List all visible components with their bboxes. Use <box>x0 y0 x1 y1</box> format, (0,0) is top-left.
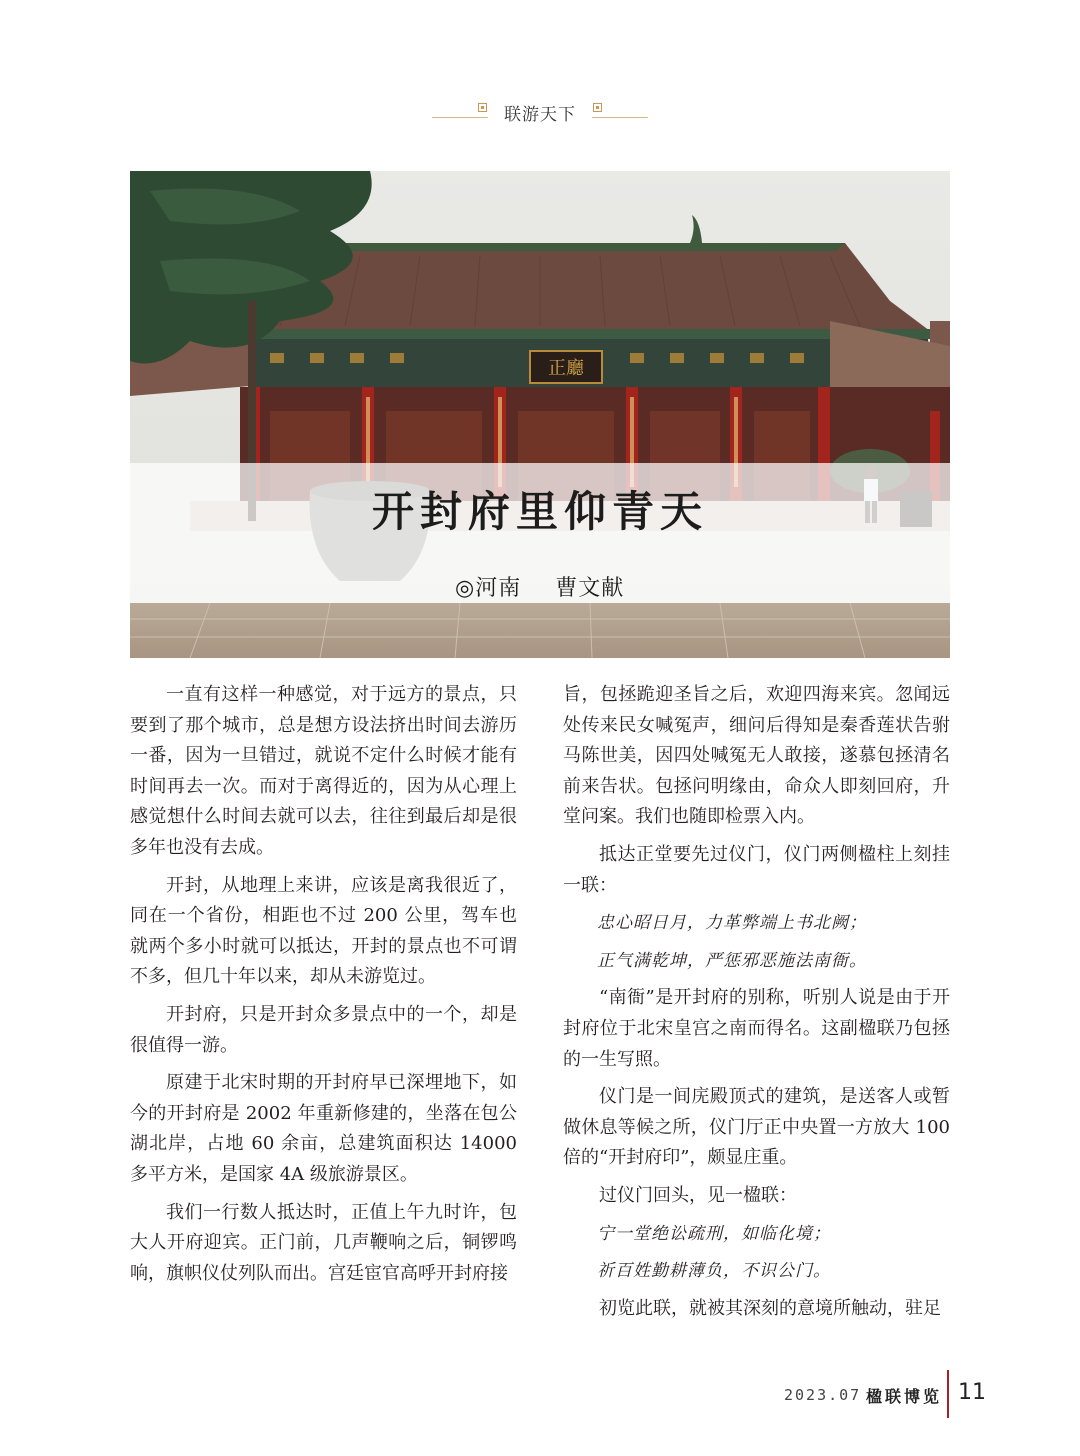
issue-date: 2023.07 <box>784 1386 862 1404</box>
right-column <box>563 680 950 1324</box>
byline-symbol: ◎ <box>455 576 476 601</box>
section-header <box>0 96 1080 130</box>
paragraph: 初览此联，就被其深刻的意境所触动，驻足 <box>599 1297 941 1319</box>
paragraph: 仪门是一间庑殿顶式的建筑，是送客人或暂做休息等候之所，仪门厅正中央置一方放大 100 倍的“开封府印”，颇显庄重。 <box>563 1086 950 1169</box>
byline-author: 曹文献 <box>555 576 625 601</box>
left-column <box>130 680 517 1289</box>
byline-place: 河南 <box>475 576 522 601</box>
paragraph: 一直有这样一种感觉，对于远方的景点，只要到了那个城市，总是想方设法挤出时间去游历一番，因为一旦错过，就说不定什么时候才能有时间再去一次。而对于离得近的，因为从心理上感觉想什么时间去就可以去，往往到最后却是很多年也没有去成。 <box>130 684 517 858</box>
section-title: 联游天下 <box>504 105 576 125</box>
paragraph: 开封府，只是开封众多景点中的一个，却是很值得一游。 <box>130 1003 517 1056</box>
byline <box>455 571 624 602</box>
page-footer <box>0 1376 1080 1416</box>
header-ornament-right-icon <box>593 103 602 112</box>
couplet-line: 宁一堂绝讼疏刑，如临化境； <box>597 1223 831 1244</box>
header-rule-left <box>432 117 488 118</box>
hall-plaque-text: 正廳 <box>548 358 584 379</box>
header-ornament-left-icon <box>478 103 487 112</box>
footer-divider <box>947 1370 949 1418</box>
article-title: 开封府里仰青天 <box>371 487 708 536</box>
hero-photo <box>130 171 950 658</box>
paragraph: 抵达正堂要先过仪门，仪门两侧楹柱上刻挂一联： <box>563 843 950 896</box>
paragraph: 过仪门回头，见一楹联： <box>599 1184 797 1206</box>
page-number: 11 <box>958 1380 986 1405</box>
paragraph: 旨，包拯跪迎圣旨之后，欢迎四海来宾。忽闻远处传来民女喊冤声，细问后得知是秦香莲状告驸马陈世美，因四处喊冤无人敢接，遂慕包拯清名前来告状。包拯问明缘由，命众人即刻回府，升堂问案。我们也随即检票入内。 <box>563 684 950 828</box>
couplet-line: 祈百姓勤耕薄负，不识公门。 <box>597 1261 831 1282</box>
magazine-name: 楹联博览 <box>866 1387 943 1406</box>
header-rule-right <box>592 117 648 118</box>
couplet-line: 正气满乾坤，严惩邪恶施法南衙。 <box>597 950 867 971</box>
couplet-line: 忠心昭日月，力革弊端上书北阙； <box>597 913 867 934</box>
paragraph: 开封，从地理上来讲，应该是离我很近了，同在一个省份，相距也不过 200 公里，驾车也就两个多小时就可以抵达，开封的景点也不可谓不多，但几十年以来，却从未游览过。 <box>130 874 517 988</box>
paragraph: 我们一行数人抵达时，正值上午九时许，包大人开府迎宾。正门前，几声鞭响之后，铜锣鸣响，旗帜仪仗列队而出。宫廷宦官高呼开封府接 <box>130 1201 517 1284</box>
paragraph: “南衙”是开封府的别称，听别人说是由于开封府位于北宋皇宫之南而得名。这副楹联乃包拯的一生写照。 <box>563 987 950 1070</box>
paragraph: 原建于北宋时期的开封府早已深埋地下，如今的开封府是 2002 年重新修建的，坐落在包公湖北岸，占地 60 余亩，总建筑面积达 14000 多平方米，是国家 4A 级旅游景区。 <box>130 1072 517 1185</box>
